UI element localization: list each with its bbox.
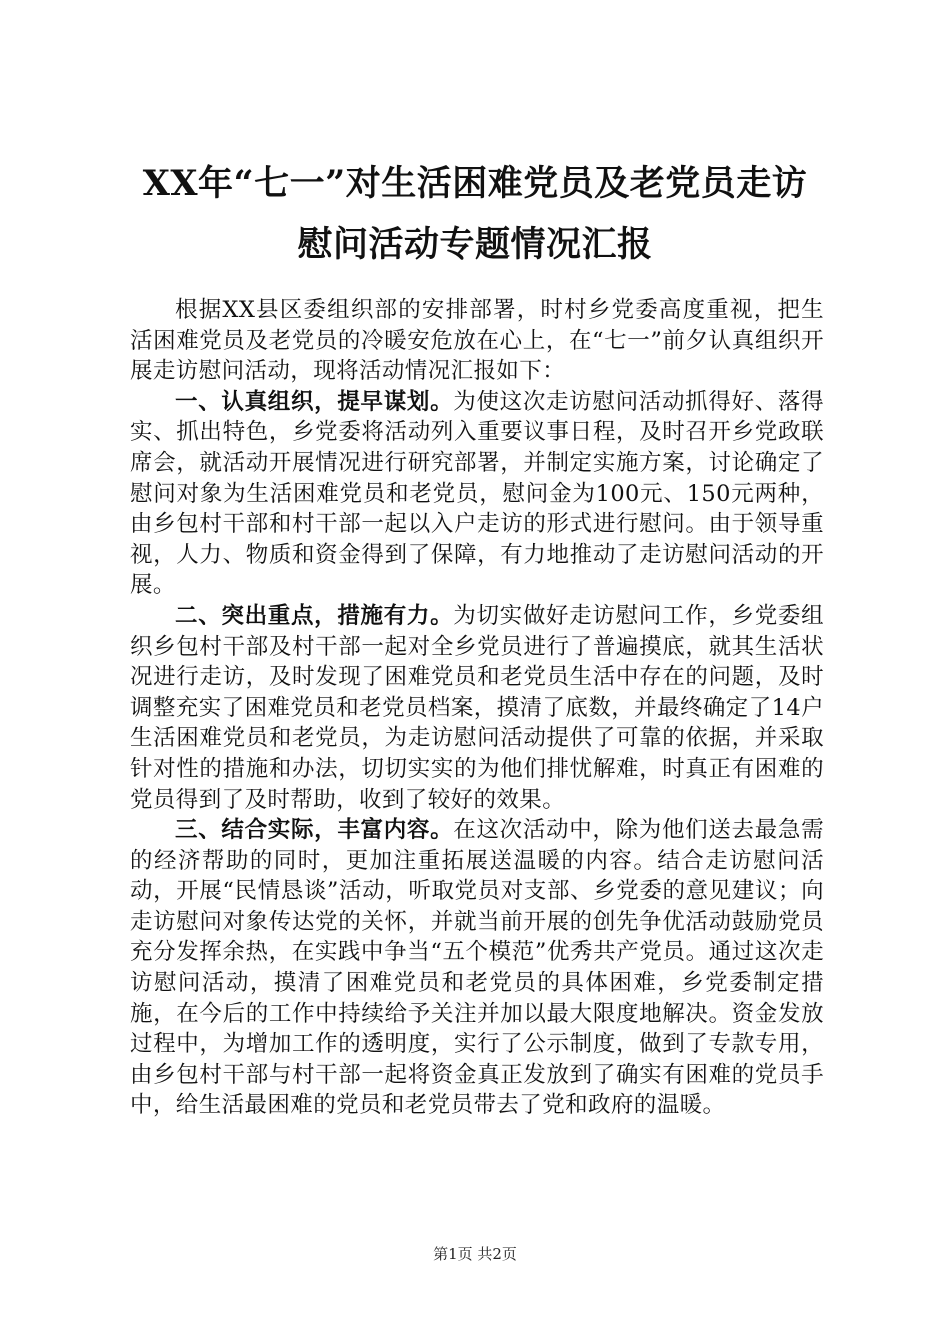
section-heading-3: 三、结合实际，丰富内容。	[175, 817, 454, 844]
section-paragraph-2	[130, 601, 824, 815]
document-title-line1: XX年“七一”对生活困难党员及老党员走访	[142, 163, 808, 204]
section-heading-1: 一、认真组织，提早谋划。	[175, 388, 454, 415]
document-body	[130, 295, 824, 1121]
section-text-3: 在这次活动中，除为他们送去最急需的经济帮助的同时，更加注重拓展送温暖的内容。结合走访慰问活动，开展“民情恳谈”活动，听取党员对支部、乡党委的意见建议；向走访慰问对象传达党的关怀，并就当前开展的创先争优活动鼓励党员充分发挥余热，在实践中争当“五个模范”优秀共产党员。通过这次走访慰问活动，摸清了困难党员和老党员的具体困难，乡党委制定措施，在今后的工作中持续给予关注并加以最大限度地解决。资金发放过程中，为增加工作的透明度，实行了公示制度，做到了专款专用，由乡包村干部与村干部一起将资金真正发放到了确实有困难的党员手中，给生活最困难的党员和老党员带去了党和政府的温暖。	[130, 817, 824, 1119]
section-paragraph-1	[130, 387, 824, 601]
section-paragraph-3	[130, 815, 824, 1121]
section-text-2: 为切实做好走访慰问工作，乡党委组织乡包村干部及村干部一起对全乡党员进行了普遍摸底，就其生活状况进行走访，及时发现了困难党员和老党员生活中存在的问题，及时调整充实了困难党员和老党员档案，摸清了底数，并最终确定了14户生活困难党员和老党员，为走访慰问活动提供了可靠的依据，并采取针对性的措施和办法，切切实实的为他们排忧解难，时真正有困难的党员得到了及时帮助，收到了较好的效果。	[130, 602, 824, 813]
section-text-1: 为使这次走访慰问活动抓得好、落得实、抓出特色，乡党委将活动列入重要议事日程，及时召开乡党政联席会，就活动开展情况进行研究部署，并制定实施方案，讨论确定了慰问对象为生活困难党员和老党员，慰问金为100元、150元两种，由乡包村干部和村干部一起以入户走访的形式进行慰问。由于领导重视，人力、物质和资金得到了保障，有力地推动了走访慰问活动的开展。	[130, 388, 824, 599]
document-title-line2: 慰问活动专题情况汇报	[297, 224, 653, 265]
intro-paragraph: 根据XX县区委组织部的安排部署，时村乡党委高度重视，把生活困难党员及老党员的冷暖安危放在心上，在“七一”前夕认真组织开展走访慰问活动，现将活动情况汇报如下：	[130, 297, 824, 385]
page-number-footer: 第1页 共2页	[433, 1245, 517, 1263]
section-heading-2: 二、突出重点，措施有力。	[175, 602, 454, 629]
